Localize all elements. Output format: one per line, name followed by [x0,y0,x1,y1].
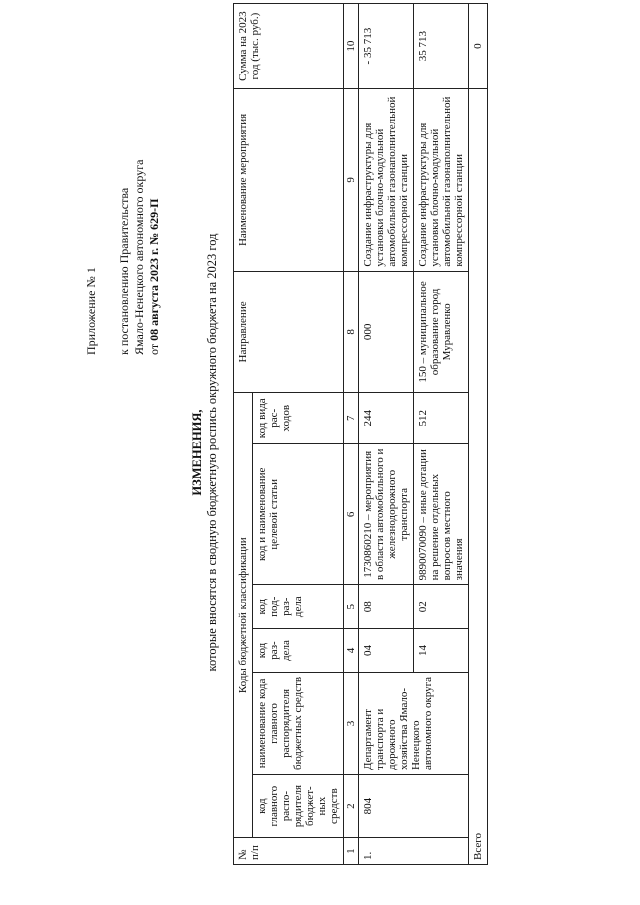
row-code-section: 14 [414,629,469,673]
annex-date [147,160,162,355]
header-event-name: Наименование мероприятия [234,89,344,271]
index-cell: 7 [344,393,359,444]
total-row [469,4,488,865]
annex-block [84,160,162,355]
header-code-main: код главного распо-рядителя бюджет-ных средств [253,775,344,838]
row-num: 1. [359,838,469,865]
document-subtitle: которые вносятся в сводную бюджетную роспись окружного бюджета на 2023 год [205,233,219,672]
annex-number: Приложение № 1 [84,267,98,355]
index-cell: 9 [344,89,359,271]
header-expense-type: код вида рас-ходов [253,393,344,444]
total-value: 0 [469,4,488,89]
row-event-name: Создание инфраструктуры для установки блочно-модульной автомобильной газонаполнительной компрессорной станции [359,89,414,271]
header-num: № п/п [234,838,344,865]
header-sum: Сумма на 2023 год (тыс. руб.) [234,4,344,89]
row-name-main: Департамент транспорта и дорожного хозяйства Ямало-Ненецкого автономного округа [359,672,469,774]
row-target-item: 9890070090 – иные дотации на решение отдельных вопросов местного значения [414,444,469,585]
row-code-section: 04 [359,629,414,673]
header-index-row [344,4,359,865]
budget-changes-table [233,3,488,865]
index-cell: 3 [344,672,359,774]
index-cell: 1 [344,838,359,865]
index-cell: 10 [344,4,359,89]
row-code-main: 804 [359,775,469,838]
document-heading [190,0,220,905]
row-expense-type: 512 [414,393,469,444]
row-direction: 000 [359,271,414,393]
index-cell: 5 [344,585,359,629]
header-code-section: код раз-дела [253,629,344,673]
header-target-item: код и наименование целевой статьи [253,444,344,585]
header-name-main: наименование кода главного распорядителя бюджетных средств [253,672,344,774]
annex-line-1: к постановлению Правительства [117,187,131,355]
table-row [359,4,414,865]
row-direction: 150 – муниципальное образование город Муравленко [414,271,469,393]
row-event-name: Создание инфраструктуры для установки блочно-модульной автомобильной газонаполнительной компрессорной станции [414,89,469,271]
index-cell: 2 [344,775,359,838]
row-sum: - 35 713 [359,4,414,89]
index-cell: 8 [344,271,359,393]
header-classification-group: Коды бюджетной классификации [234,393,253,838]
index-cell: 6 [344,444,359,585]
header-row-1 [234,4,253,865]
document-title: ИЗМЕНЕНИЯ, [190,409,204,496]
row-target-item: 1730860210 – мероприятия в области автомобильного и железнодорожного транспорта [359,444,414,585]
row-code-subsection: 08 [359,585,414,629]
annex-date-prefix: от [147,343,161,355]
index-cell: 4 [344,629,359,673]
annex-line-2: Ямало-Ненецкого автономного округа [132,159,146,355]
header-code-subsection: код под-раз-дела [253,585,344,629]
row-expense-type: 244 [359,393,414,444]
total-label: Всего [469,89,488,865]
annex-date-value: 08 августа 2023 г. № 629-П [147,198,161,341]
header-direction: Направление [234,271,344,393]
row-code-subsection: 02 [414,585,469,629]
row-sum: 35 713 [414,4,469,89]
